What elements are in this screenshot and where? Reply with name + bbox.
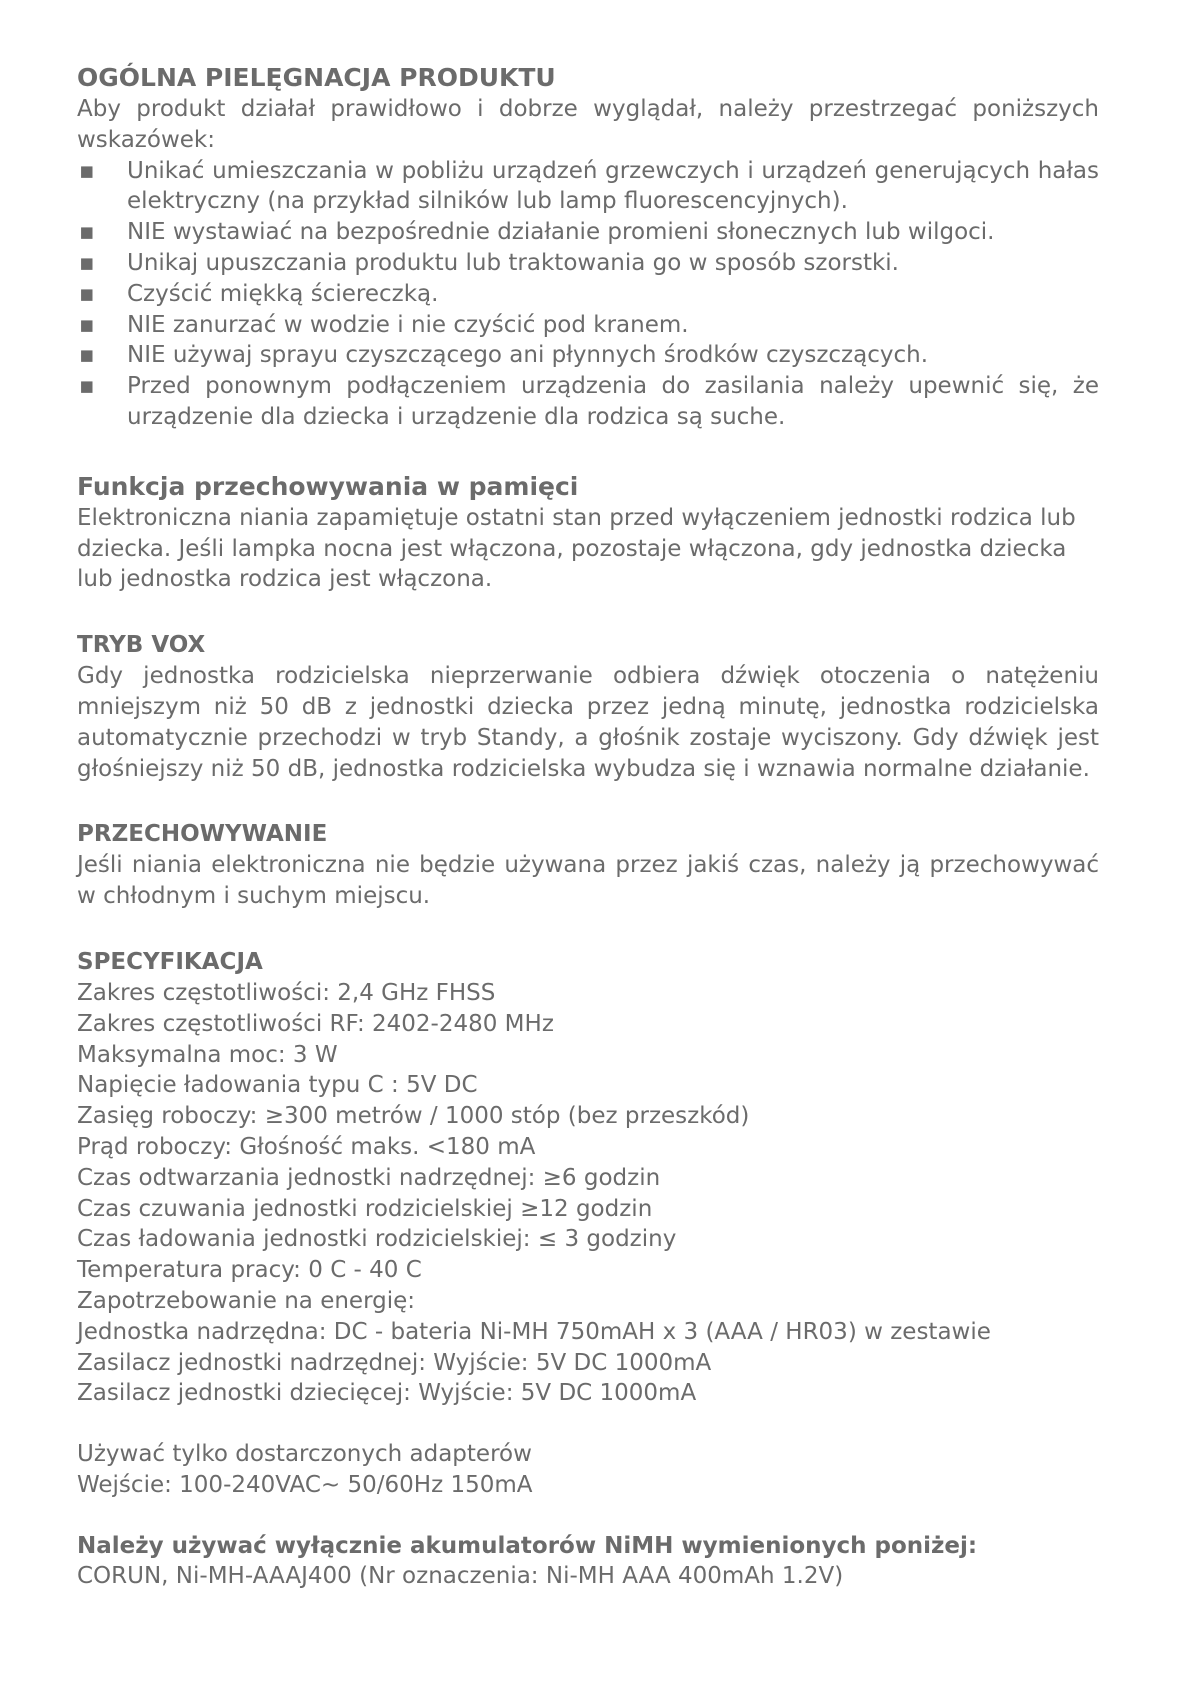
list-item — [77, 340, 1099, 371]
section-storage — [77, 818, 1099, 912]
spec-line: Zasięg roboczy: ≥300 metrów / 1000 stóp (bez przeszkód) — [77, 1103, 750, 1130]
list-item — [77, 279, 1099, 310]
batteries-title: Należy używać wyłącznie akumulatorów NiMH wymienionych poniżej: — [77, 1532, 978, 1559]
bullet-icon: ▪ — [79, 219, 95, 246]
list-item-text: Unikać umieszczania w pobliżu urządzeń grzewczych i urządzeń generujących hałas elektryczny (na przykład silników lub lamp fluorescencyjnych). — [127, 157, 1099, 215]
care-bullet-list — [77, 156, 1099, 433]
spec-line: Zakres częstotliwości: 2,4 GHz FHSS — [77, 979, 496, 1006]
batteries-text: CORUN, Ni-MH-AAAJ400 (Nr oznaczenia: Ni-MH AAA 400mAh 1.2V) — [77, 1563, 844, 1590]
vox-text: Gdy jednostka rodzicielska nieprzerwanie odbiera dźwięk otoczenia o natężeniu mniejszym niż 50 dB z jednostki dziecka przez jedną minutę, jednostka rodzicielska automatycznie przechodzi w tryb Standy, a głośnik zostaje wyciszony. Gdy dźwięk jest głośniejszy niż 50 dB, jednostka rodzicielska wybudza się i wznawia normalne działanie. — [77, 663, 1099, 782]
list-item-text: NIE wystawiać na bezpośrednie działanie promieni słonecznych lub wilgoci. — [127, 219, 995, 246]
list-item-text: Przed ponownym podłączeniem urządzenia do zasilania należy upewnić się, że urządzenie dla dziecka i urządzenie dla rodzica są suche. — [127, 373, 1099, 430]
bullet-icon: ▪ — [79, 157, 95, 184]
care-intro: Aby produkt działał prawidłowo i dobrze wyglądał, należy przestrzegać poniższych wskazówek: — [77, 96, 1099, 153]
section-title-memory-function: Funkcja przechowywania w pamięci — [77, 471, 579, 501]
list-item-text: Unikaj upuszczania produktu lub traktowania go w sposób szorstki. — [127, 249, 899, 276]
storage-text: Jeśli niania elektroniczna nie będzie używana przez jakiś czas, należy ją przechowywać w chłodnym i suchym miejscu. — [77, 852, 1099, 910]
spec-line: Prąd roboczy: Głośność maks. <180 mA — [77, 1133, 536, 1160]
spec-line: Czas czuwania jednostki rodzicielskiej ≥12 godzin — [77, 1195, 653, 1222]
adapter-line: Używać tylko dostarczonych adapterów — [77, 1441, 532, 1468]
list-item-text: NIE używaj sprayu czyszczącego ani płynnych środków czyszczących. — [127, 342, 929, 369]
bullet-icon: ▪ — [79, 342, 95, 369]
bullet-icon: ▪ — [79, 373, 95, 400]
section-general-care — [77, 62, 1099, 433]
section-adapters — [77, 1439, 1099, 1501]
list-item-text: Czyścić miękką ściereczką. — [127, 280, 439, 307]
section-title-storage: PRZECHOWYWANIE — [77, 821, 328, 848]
memory-text: Elektroniczna niania zapamiętuje ostatni stan przed wyłączeniem jednostki rodzica lub dziecka. Jeśli lampka nocna jest włączona, pozostaje włączona, gdy jednostka dziecka lub jednostka rodzica jest włączona. — [77, 504, 1076, 593]
spec-line: Czas odtwarzania jednostki nadrzędnej: ≥6 godzin — [77, 1164, 661, 1191]
adapter-line: Wejście: 100-240VAC~ 50/60Hz 150mA — [77, 1471, 533, 1498]
bullet-icon: ▪ — [79, 280, 95, 307]
spec-line: Zasilacz jednostki dziecięcej: Wyjście: 5V DC 1000mA — [77, 1380, 697, 1407]
spec-line: Zapotrzebowanie na energię: — [77, 1287, 416, 1314]
spec-line: Napięcie ładowania typu C : 5V DC — [77, 1072, 478, 1099]
spec-line: Czas ładowania jednostki rodzicielskiej: ≤ 3 godziny — [77, 1226, 677, 1253]
spec-line: Jednostka nadrzędna: DC - bateria Ni-MH 750mAH x 3 (AAA / HR03) w zestawie — [77, 1318, 991, 1345]
section-title-vox-mode: TRYB VOX — [77, 632, 206, 659]
list-item — [77, 156, 1099, 218]
bullet-icon: ▪ — [79, 311, 95, 338]
list-item — [77, 310, 1099, 341]
section-batteries — [77, 1531, 1099, 1593]
section-title-specification: SPECYFIKACJA — [77, 948, 263, 975]
spec-line: Temperatura pracy: 0 C - 40 C — [77, 1257, 422, 1284]
spec-line: Maksymalna moc: 3 W — [77, 1041, 338, 1068]
spec-line: Zasilacz jednostki nadrzędnej: Wyjście: 5V DC 1000mA — [77, 1349, 712, 1376]
list-item — [77, 371, 1099, 433]
list-item-text: NIE zanurzać w wodzie i nie czyścić pod kranem. — [127, 311, 689, 338]
section-title-general-care: OGÓLNA PIELĘGNACJA PRODUKTU — [77, 63, 556, 92]
section-specification — [77, 946, 1099, 1409]
document-page — [77, 62, 1099, 1592]
section-vox-mode — [77, 629, 1099, 784]
list-item — [77, 217, 1099, 248]
section-memory-function — [77, 471, 1099, 595]
list-item — [77, 248, 1099, 279]
bullet-icon: ▪ — [79, 249, 95, 276]
spec-line: Zakres częstotliwości RF: 2402-2480 MHz — [77, 1010, 554, 1037]
